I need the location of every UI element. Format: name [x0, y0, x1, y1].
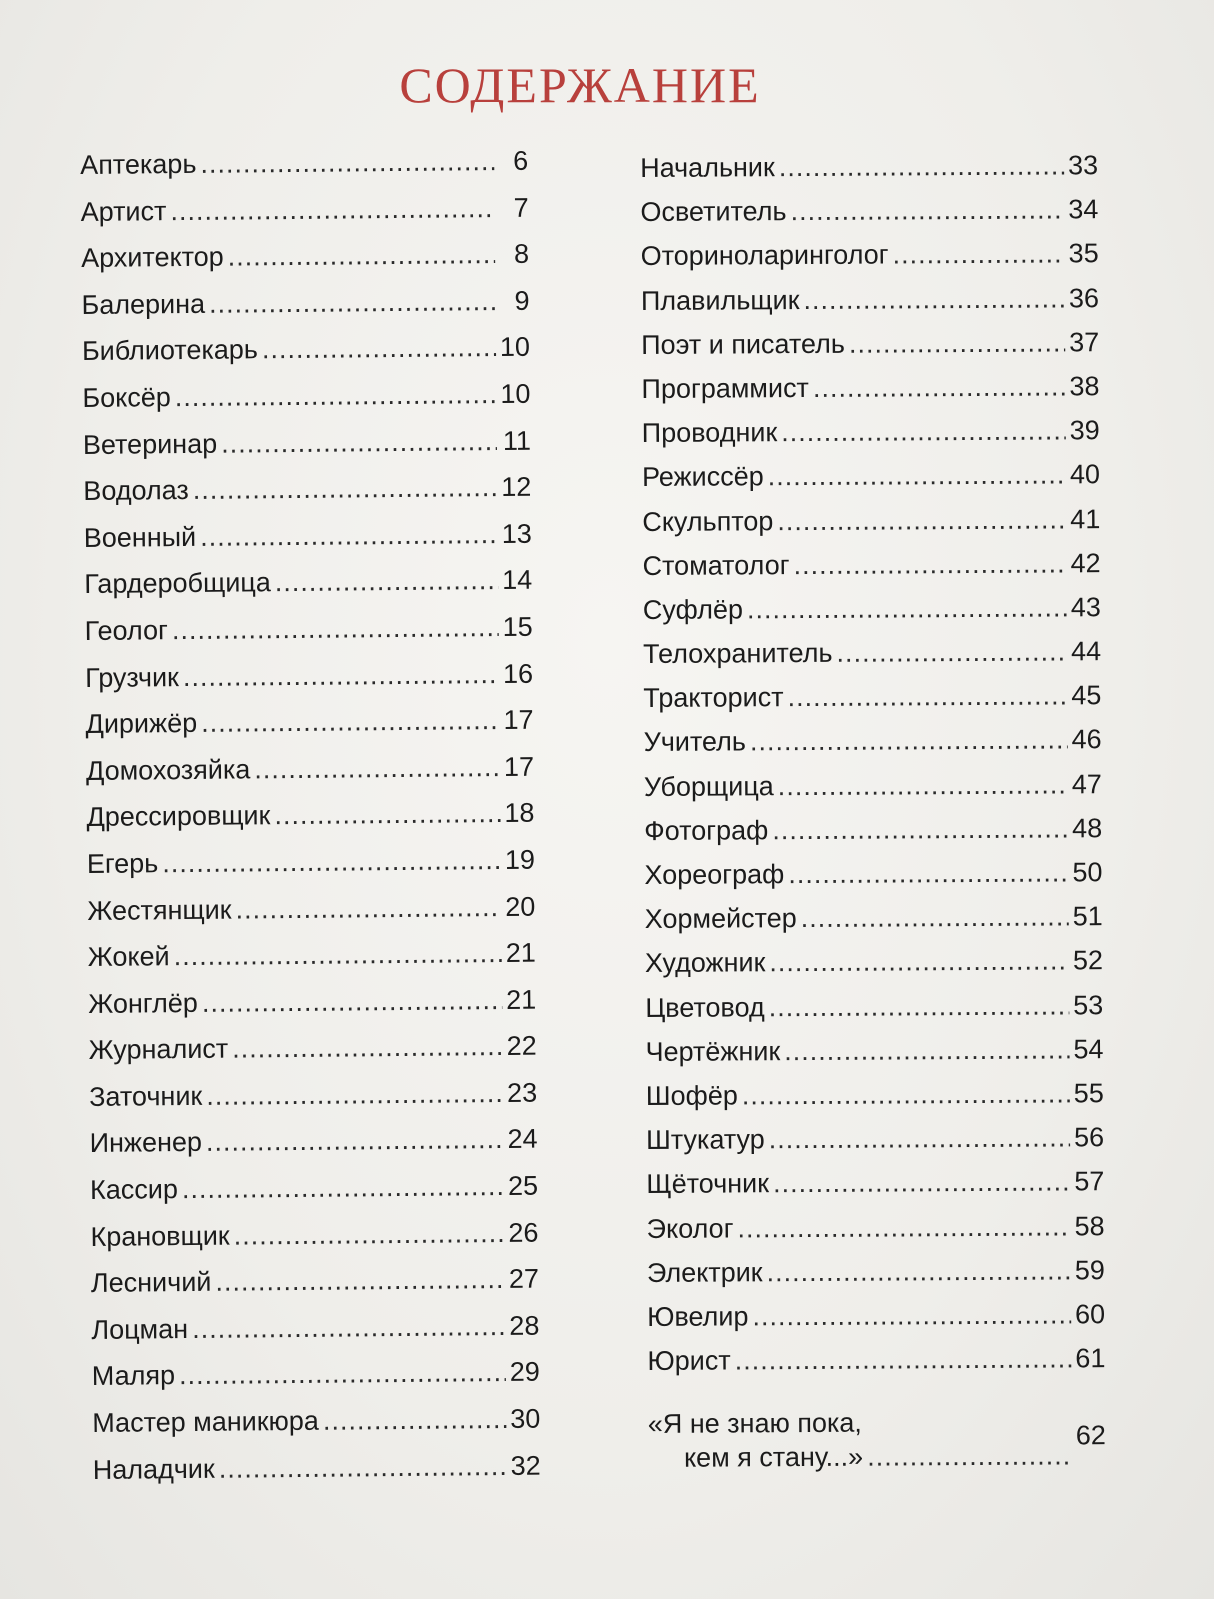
- toc-entry[interactable]: [92, 1396, 540, 1447]
- toc-entry[interactable]: [645, 1027, 1103, 1074]
- toc-entry-label: Егерь: [86, 848, 159, 879]
- toc-entry-label: Уборщица: [643, 770, 774, 802]
- toc-entry-page-number: 13: [501, 518, 532, 549]
- dot-leader: [274, 790, 500, 839]
- toc-entry-label: Электрик: [646, 1256, 763, 1288]
- toc-entry-page-number: 24: [507, 1124, 538, 1155]
- toc-entry[interactable]: [87, 883, 535, 934]
- dot-leader: [803, 276, 1065, 322]
- toc-entry-label: Гардеробщица: [84, 567, 271, 600]
- toc-entry-page-number: 27: [508, 1263, 540, 1295]
- dot-leader: [215, 1256, 505, 1305]
- toc-entry-page-number: 14: [502, 565, 533, 596]
- toc-entry-page-number: 30: [510, 1403, 541, 1434]
- toc-entry[interactable]: [647, 1292, 1105, 1339]
- toc-entry-label: Аптекарь: [80, 148, 197, 180]
- dot-leader: [202, 977, 503, 1026]
- toc-entry-label: Ветеринар: [82, 428, 218, 460]
- toc-entry-label: Лоцман: [91, 1313, 189, 1345]
- toc-entry-label: Чертёжник: [645, 1035, 781, 1067]
- toc-entry[interactable]: [90, 1163, 538, 1214]
- toc-entry[interactable]: [88, 976, 536, 1027]
- toc-entry-page-number: 42: [1070, 547, 1101, 579]
- toc-entry-label: Начальник: [640, 152, 775, 183]
- toc-entry-page-number: 40: [1069, 459, 1101, 490]
- toc-entry[interactable]: [642, 453, 1100, 500]
- toc-entry-label: Проводник: [641, 417, 778, 449]
- toc-entry-label: Артист: [80, 195, 167, 227]
- dot-leader: [254, 744, 500, 793]
- toc-entry-page-number: 56: [1073, 1122, 1105, 1153]
- toc-entry-page-number: 10: [499, 332, 531, 363]
- toc-entry-page-number: 25: [507, 1170, 539, 1202]
- toc-entry-label-line1: «Я не знаю пока,: [647, 1407, 862, 1440]
- dot-leader: [200, 138, 494, 187]
- toc-entry-page-number: 29: [509, 1357, 540, 1388]
- toc-entry-page-number: 57: [1074, 1166, 1105, 1197]
- dot-leader: [752, 1292, 1071, 1338]
- toc-entry-label: Журналист: [88, 1033, 229, 1066]
- toc-entry-page-number: 23: [506, 1077, 538, 1108]
- dot-leader: [201, 697, 500, 746]
- toc-entry-label: Тракторист: [643, 682, 784, 714]
- toc-entry-page-number: 6: [513, 145, 529, 176]
- toc-entry-label: Осветитель: [640, 196, 787, 228]
- dot-leader: [773, 1160, 1071, 1206]
- toc-entry-page-number: 16: [502, 658, 534, 689]
- toc-entry-page-number: 62: [1075, 1420, 1106, 1451]
- toc-entry-label: Заточник: [89, 1080, 203, 1112]
- toc-entry-label: Геолог: [84, 615, 169, 646]
- toc-entry-page-number: 32: [510, 1450, 541, 1481]
- page-title: СОДЕРЖАНИЕ: [399, 57, 761, 113]
- toc-entry-page-number: 41: [1070, 503, 1101, 534]
- toc-entry-label: Художник: [644, 947, 766, 979]
- toc-entry-label: Штукатур: [645, 1124, 765, 1156]
- dot-leader: [813, 364, 1066, 410]
- toc-entry-page-number: 18: [504, 797, 535, 829]
- toc-entry[interactable]: [81, 277, 529, 328]
- toc-entry-page-number: 17: [503, 704, 534, 736]
- toc-entry-label: Эколог: [646, 1212, 734, 1244]
- dot-leader: [766, 1248, 1071, 1294]
- toc-entry[interactable]: [641, 364, 1099, 411]
- toc-entry[interactable]: [645, 894, 1103, 941]
- toc-entry-page-number: 39: [1069, 415, 1100, 446]
- toc-entry-label: Стоматолог: [642, 549, 790, 581]
- toc-entry-page-number: 59: [1074, 1254, 1105, 1286]
- toc-entry-label: Военный: [83, 521, 197, 553]
- toc-entry-label: [648, 1406, 864, 1475]
- dot-leader: [788, 850, 1068, 896]
- toc-entry[interactable]: [647, 1336, 1105, 1383]
- toc-entry-label: Жонглёр: [88, 987, 199, 1019]
- toc-entry-page-number: 9: [514, 285, 530, 316]
- dot-leader: [193, 464, 498, 514]
- dot-leader: [867, 1439, 1072, 1474]
- dot-leader: [182, 1163, 505, 1213]
- toc-entry[interactable]: [88, 930, 536, 981]
- toc-entry-label: Дрессировщик: [86, 800, 271, 833]
- toc-entry-label: Балерина: [81, 288, 206, 320]
- dot-leader: [801, 895, 1069, 941]
- toc-entry-label: Скульптор: [642, 505, 774, 537]
- dot-leader: [793, 541, 1066, 587]
- dot-leader: [262, 324, 496, 373]
- toc-entry[interactable]: [84, 604, 532, 655]
- toc-entry[interactable]: [83, 417, 531, 468]
- toc-entry-page-number: 48: [1072, 813, 1103, 844]
- toc-entry[interactable]: [640, 143, 1098, 190]
- dot-leader: [235, 883, 501, 932]
- toc-entry-page-number: 58: [1074, 1210, 1105, 1241]
- toc-entry[interactable]: [646, 1071, 1104, 1118]
- toc-entry[interactable]: [644, 806, 1102, 853]
- toc-entry-page-number: 53: [1073, 989, 1104, 1020]
- toc-entry-label: Щёточник: [646, 1168, 770, 1200]
- dot-leader: [219, 1443, 507, 1492]
- dot-leader: [173, 930, 502, 980]
- toc-entry-label: Оториноларинголог: [640, 239, 889, 272]
- toc-right-column: [640, 143, 1106, 1475]
- toc-entry-page-number: 17: [503, 751, 535, 782]
- toc-entry[interactable]: [647, 1248, 1105, 1295]
- dot-leader: [769, 1116, 1071, 1162]
- dot-leader: [742, 1071, 1070, 1117]
- toc-entry-page-number: 12: [501, 471, 532, 503]
- toc-entry[interactable]: [641, 232, 1099, 279]
- toc-entry[interactable]: [91, 1302, 539, 1353]
- toc-entry-label: Суфлёр: [642, 594, 744, 625]
- toc-entry-page-number: 19: [504, 844, 536, 875]
- toc-entry[interactable]: [640, 187, 1098, 234]
- toc-entry-page-number: 51: [1072, 901, 1103, 932]
- toc-entry-page-number: 52: [1072, 945, 1104, 976]
- dot-leader: [769, 939, 1069, 985]
- dot-leader: [781, 409, 1066, 455]
- toc-entry-page-number: 37: [1069, 326, 1100, 358]
- toc-entry-page-number: 55: [1073, 1078, 1104, 1109]
- toc-entry[interactable]: [87, 837, 535, 888]
- dot-leader: [209, 278, 496, 327]
- toc-entry-label: Жестянщик: [87, 894, 232, 926]
- toc-entry-label: Грузчик: [84, 661, 180, 693]
- dot-leader: [232, 1023, 503, 1072]
- toc-entry[interactable]: [89, 1116, 537, 1167]
- toc-entry[interactable]: [85, 650, 533, 701]
- dot-leader: [778, 762, 1068, 808]
- toc-entry-page-number: 43: [1070, 592, 1101, 623]
- toc-entry-page-number: 60: [1075, 1299, 1106, 1330]
- toc-entry-page-number: 22: [506, 1030, 537, 1062]
- toc-entry-label: Маляр: [91, 1360, 176, 1392]
- toc-entry[interactable]: [644, 762, 1102, 809]
- dot-leader: [772, 806, 1068, 852]
- dot-leader: [790, 188, 1064, 234]
- toc-entry[interactable]: [646, 1159, 1104, 1206]
- toc-entry-page-number: 21: [506, 984, 537, 1015]
- toc-entry-label: Учитель: [643, 726, 747, 758]
- dot-leader: [227, 231, 495, 280]
- dot-leader: [233, 1210, 504, 1259]
- toc-entry[interactable]: [82, 371, 530, 422]
- toc-entry[interactable]: [642, 408, 1100, 455]
- dot-leader: [192, 1303, 506, 1353]
- dot-leader: [179, 1349, 506, 1399]
- toc-entry-page-number: 15: [502, 611, 533, 642]
- toc-entry[interactable]: [84, 510, 532, 561]
- toc-entry[interactable]: [644, 718, 1102, 765]
- dot-leader: [275, 557, 499, 606]
- toc-entry[interactable]: [82, 324, 530, 375]
- dot-leader: [777, 497, 1066, 543]
- toc-entry-page-number: 46: [1071, 724, 1102, 755]
- toc-entry-page-number: 28: [509, 1310, 540, 1341]
- toc-entry[interactable]: [89, 1070, 537, 1121]
- toc-entry[interactable]: [643, 673, 1101, 720]
- toc-entry-label: Программист: [641, 372, 809, 404]
- dot-leader: [769, 983, 1070, 1029]
- dot-leader: [175, 371, 497, 421]
- toc-entry[interactable]: [642, 497, 1100, 544]
- toc-entry[interactable]: [642, 541, 1100, 588]
- toc-entry[interactable]: [644, 850, 1102, 897]
- toc-entry[interactable]: [646, 1115, 1104, 1162]
- dot-leader: [206, 1070, 503, 1119]
- toc-entry-page-number: 11: [502, 425, 532, 456]
- toc-entry-label: Режиссёр: [641, 461, 764, 493]
- toc-entry-label: Библиотекарь: [81, 334, 259, 367]
- dot-leader: [170, 185, 495, 235]
- toc-entry-page-number: 54: [1073, 1033, 1104, 1065]
- dot-leader: [779, 143, 1065, 189]
- toc-entry-label: Лесничий: [90, 1267, 212, 1299]
- toc-entry-label: Шофёр: [645, 1080, 738, 1111]
- dot-leader: [221, 418, 497, 467]
- dot-leader: [162, 837, 501, 887]
- toc-entry[interactable]: [646, 1204, 1104, 1251]
- toc-entry[interactable]: [641, 320, 1099, 367]
- toc-entry-page-number: 10: [500, 378, 531, 409]
- toc-entry-page-number: 44: [1070, 636, 1102, 667]
- toc-entry-page-number: 45: [1071, 680, 1102, 711]
- toc-entry-label: Архитектор: [80, 241, 224, 274]
- dot-leader: [735, 1336, 1072, 1382]
- toc-entry-label: Телохранитель: [643, 637, 833, 670]
- dot-leader: [750, 718, 1068, 764]
- toc-entry[interactable]: [86, 790, 534, 841]
- toc-entry[interactable]: [81, 231, 529, 282]
- toc-entry-page-number: 20: [505, 891, 536, 922]
- toc-entry[interactable]: [645, 939, 1103, 986]
- dot-leader: [183, 651, 500, 701]
- toc-entry-label: Дирижёр: [85, 708, 198, 740]
- toc-entry-label: Инженер: [89, 1127, 203, 1159]
- toc-entry-label: Наладчик: [92, 1453, 215, 1485]
- toc-left-column: [80, 138, 541, 1493]
- dot-leader: [323, 1396, 507, 1444]
- dot-leader: [747, 585, 1067, 631]
- dot-leader: [849, 320, 1066, 366]
- dot-leader: [737, 1204, 1070, 1250]
- toc-entry-label: Мастер маникюра: [92, 1405, 320, 1438]
- dot-leader: [787, 674, 1067, 720]
- toc-entry[interactable]: [90, 1209, 538, 1260]
- toc-entry-page-number: 21: [505, 937, 536, 969]
- toc-entry[interactable]: [92, 1349, 540, 1400]
- toc-entry[interactable]: [641, 276, 1099, 323]
- dot-leader: [200, 511, 498, 560]
- toc-entry-label: Плавильщик: [640, 284, 800, 316]
- toc-entry-page-number: 26: [508, 1217, 539, 1248]
- toc-entry-page-number: 50: [1072, 857, 1103, 888]
- toc-entry-label: Боксёр: [82, 382, 171, 413]
- dot-leader: [768, 453, 1066, 499]
- toc-entry[interactable]: [80, 138, 528, 189]
- toc-entry[interactable]: [84, 557, 532, 608]
- toc-entry-final[interactable]: [648, 1380, 1107, 1475]
- toc-entry-page-number: 33: [1067, 150, 1099, 181]
- toc-entry-label: Юрист: [647, 1345, 731, 1377]
- toc-entry-label: Хореограф: [644, 859, 785, 890]
- toc-entry[interactable]: [80, 184, 528, 235]
- dot-leader: [206, 1116, 504, 1165]
- dot-leader: [892, 232, 1064, 277]
- toc-entry[interactable]: [85, 697, 533, 748]
- toc-entry-label: Фотограф: [644, 815, 769, 846]
- toc-entry[interactable]: [93, 1442, 541, 1493]
- toc-entry-label: Крановщик: [90, 1220, 230, 1252]
- toc-entry-page-number: 38: [1069, 371, 1100, 402]
- dot-leader: [172, 604, 499, 654]
- toc-entry[interactable]: [86, 743, 534, 794]
- dot-leader: [784, 1027, 1070, 1073]
- toc-entry[interactable]: [645, 983, 1103, 1030]
- toc-entry-label: Водолаз: [83, 475, 189, 507]
- toc-entry-label: Домохозяйка: [85, 754, 251, 786]
- toc-entry-page-number: 8: [513, 238, 530, 270]
- toc-entry[interactable]: [643, 629, 1101, 676]
- toc-entry-page-number: 35: [1068, 238, 1099, 269]
- toc-entry[interactable]: [88, 1023, 536, 1074]
- toc-entry[interactable]: [83, 464, 531, 515]
- toc-entry-page-number: 34: [1068, 194, 1099, 225]
- dot-leader: [836, 629, 1067, 675]
- toc-entry-page-number: 36: [1068, 282, 1100, 313]
- toc-entry-label-line2: кем я стану...»: [683, 1441, 864, 1474]
- toc-entry-page-number: 61: [1075, 1343, 1106, 1374]
- toc-entry-label: Ювелир: [647, 1301, 749, 1332]
- toc-entry[interactable]: [91, 1256, 539, 1307]
- toc-entry-label: Кассир: [89, 1174, 179, 1206]
- toc-entry-label: Жокей: [87, 941, 170, 973]
- toc-entry-label: Цветовод: [645, 991, 765, 1023]
- toc-entry-page-number: 7: [513, 192, 529, 223]
- toc-entry-label: Хормейстер: [644, 903, 797, 935]
- toc-entry-page-number: 47: [1071, 768, 1102, 799]
- toc-entry-label: Поэт и писатель: [641, 328, 845, 360]
- toc-entry[interactable]: [643, 585, 1101, 632]
